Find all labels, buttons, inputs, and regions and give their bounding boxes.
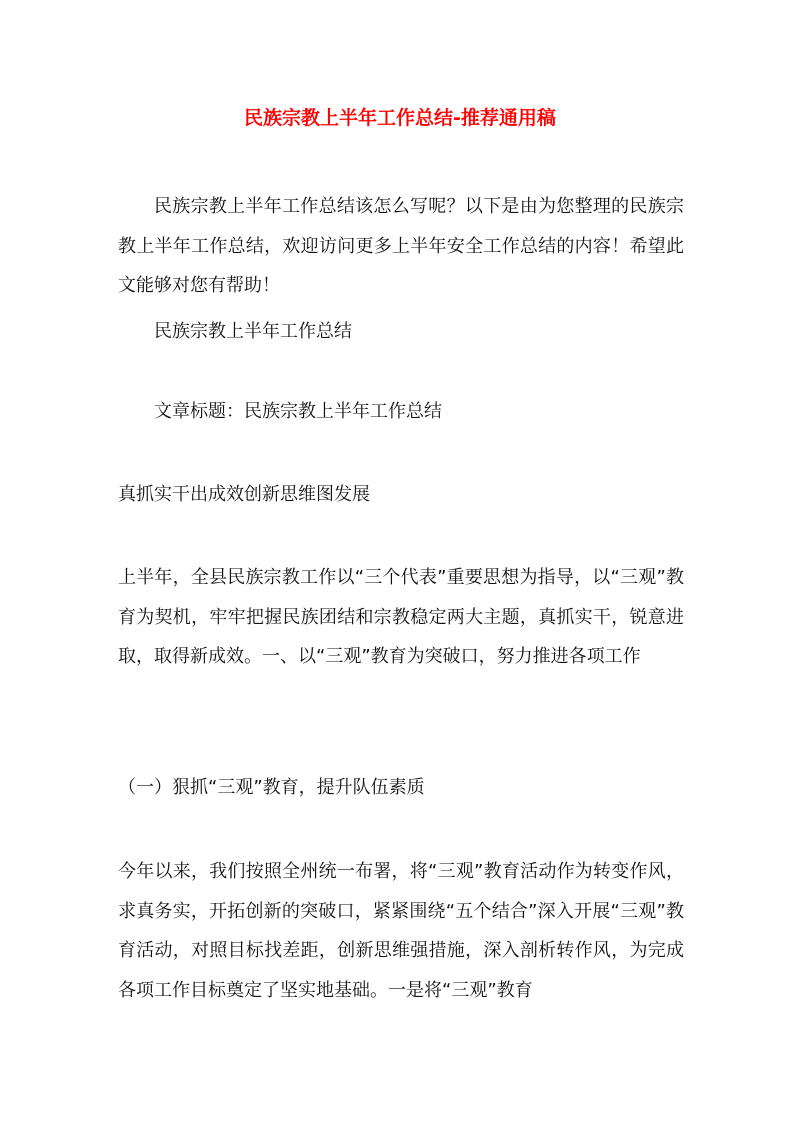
body-paragraph-1: 上半年，全县民族宗教工作以“三个代表”重要思想为指导，以“三观”教育为契机，牢牢把握民族团结和宗教稳定两大主题，真抓实干，锐意进取，取得新成效。一、以“三观”教育为突破口，努力推进各项工作 — [118, 567, 684, 667]
intro-paragraph: 民族宗教上半年工作总结该怎么写呢？以下是由为您整理的民族宗教上半年工作总结，欢迎访问更多上半年安全工作总结的内容！希望此文能够对您有帮助！ — [118, 196, 684, 296]
subtitle-line: 民族宗教上半年工作总结 — [154, 321, 352, 342]
theme-line: 真抓实干出成效创新思维图发展 — [118, 484, 370, 505]
section-heading-1: （一）狠抓“三观”教育，提升队伍素质 — [118, 777, 425, 798]
body-paragraph-2: 今年以来，我们按照全州统一布署，将“三观”教育活动作为转变作风，求真务实，开拓创新的突破口，紧紧围绕“五个结合”深入开展“三观”教育活动，对照目标找差距，创新思维强措施，深入剖析转作风，为完成各项工作目标奠定了坚实地基础。一是将“三观”教育 — [118, 861, 684, 1001]
article-title-line: 文章标题：民族宗教上半年工作总结 — [154, 401, 442, 422]
document-title: 民族宗教上半年工作总结-推荐通用稿 — [244, 107, 556, 129]
